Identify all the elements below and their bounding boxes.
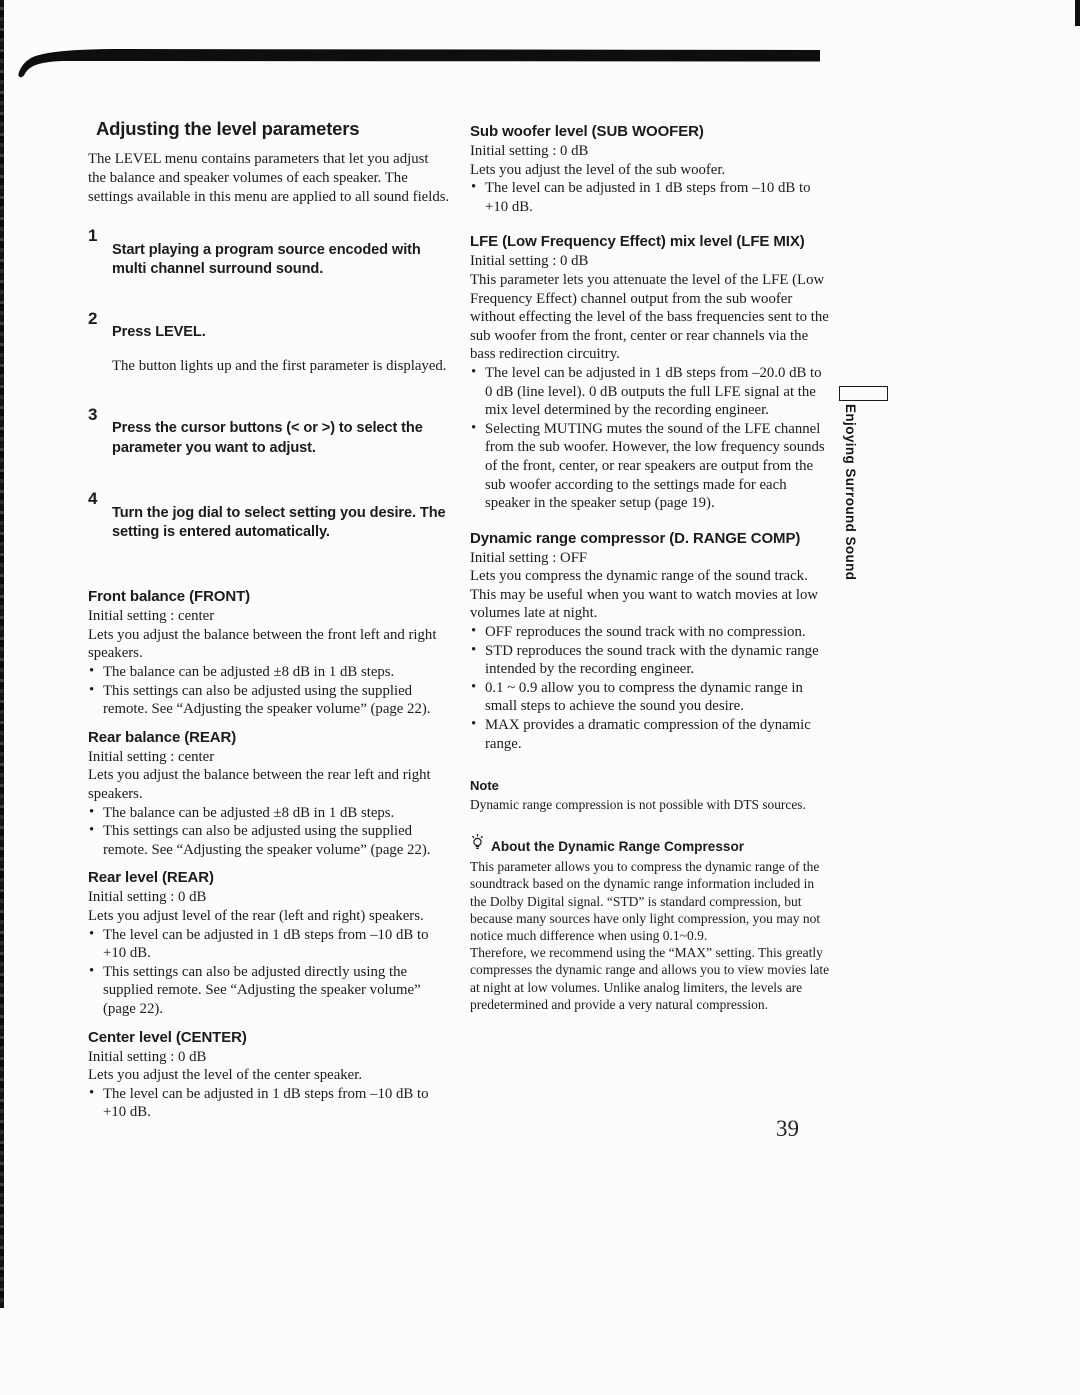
- tip-paragraph: Therefore, we recommend using the “MAX” setting. This greatly compresses the dynamic range and allows you to view movies late at night at low volumes. Unlike analog limiters, the levels are predetermined and provide a very natural compression.: [470, 945, 830, 1012]
- section-rear-balance: [88, 728, 450, 860]
- step-number: 1: [88, 226, 98, 246]
- bullet-item: • The level can be adjusted in 1 dB steps from –10 dB to +10 dB.: [88, 1085, 450, 1122]
- section-heading: Sub woofer level (SUB WOOFER): [470, 123, 704, 140]
- bullet-item: • The level can be adjusted in 1 dB steps from –10 dB to +10 dB.: [88, 926, 450, 963]
- step-3: [88, 405, 450, 473]
- section-center-level: [88, 1028, 450, 1122]
- bullet-item: • The balance can be adjusted ±8 dB in 1 dB steps.: [88, 804, 450, 823]
- tip-block: [470, 833, 832, 1013]
- step-detail: The button lights up and the first parameter is displayed.: [112, 358, 447, 375]
- bullet-item: • MAX provides a dramatic compression of the dynamic range.: [470, 716, 832, 753]
- section-subwoofer-level: [470, 122, 832, 216]
- scan-edge-artifact: [0, 0, 4, 1308]
- scan-corner-artifact: [1075, 0, 1080, 26]
- bullet-item: • 0.1 ~ 0.9 allow you to compress the dynamic range in small steps to achieve the sound you desire.: [470, 679, 832, 716]
- bullet-item: • This settings can also be adjusted using the supplied remote. See “Adjusting the speaker volume” (page 22).: [88, 682, 450, 719]
- section-heading: Rear balance (REAR): [88, 728, 237, 746]
- section-body: Lets you compress the dynamic range of the sound track. This may be useful when you want to watch movies at low volumes late at night.: [470, 568, 819, 622]
- bullet-list: [88, 804, 450, 860]
- section-heading: LFE (Low Frequency Effect) mix level (LFE MIX): [470, 233, 805, 251]
- section-body: This parameter lets you attenuate the level of the LFE (Low Frequency Effect) channel output from the sub woofer without effecting the level of the bass frequencies sent to the sub woofer from the front, center or rear channels via the bass redirection circuitry.: [470, 271, 829, 363]
- initial-setting: Initial setting : center: [88, 748, 215, 765]
- intro-paragraph: The LEVEL menu contains parameters that let you adjust the balance and speaker volumes of each speaker. The settings available in this menu are applied to all sound fields.: [88, 151, 450, 205]
- left-column: [88, 118, 450, 1122]
- section-front-balance: [88, 587, 450, 719]
- note-text: Dynamic range compression is not possible with DTS sources.: [470, 797, 806, 813]
- bullet-list: [470, 623, 832, 753]
- section-heading: Dynamic range compressor (D. RANGE COMP): [470, 529, 801, 547]
- section-heading: Rear level (REAR): [88, 869, 214, 887]
- step-number: 3: [88, 404, 98, 424]
- section-rear-level: [88, 868, 450, 1018]
- side-tab-label: Enjoying Surround Sound: [843, 404, 858, 581]
- bullet-item: • The level can be adjusted in 1 dB steps from –10 dB to +10 dB.: [470, 179, 832, 216]
- step-4: [88, 489, 450, 557]
- section-lfe-mix: [470, 232, 832, 512]
- page-title: Adjusting the level parameters: [96, 118, 360, 139]
- step-instruction: Press the cursor buttons (< or >) to select the parameter you want to adjust.: [112, 420, 423, 456]
- step-2: [88, 309, 450, 391]
- bullet-list: [470, 179, 832, 216]
- section-body: Lets you adjust level of the rear (left and right) speakers.: [88, 907, 424, 924]
- note-label: Note: [470, 778, 499, 794]
- step-1: [88, 226, 450, 294]
- bullet-list: [470, 364, 832, 513]
- initial-setting: Initial setting : 0 dB: [470, 143, 589, 159]
- tip-heading: About the Dynamic Range Compressor: [491, 839, 745, 855]
- bullet-item: • Selecting MUTING mutes the sound of the LFE channel from the sub woofer. However, the low frequency sounds of the front, center, or rear speakers are output from the sub woofer according to the settings made for each speaker in the speaker setup (page 19).: [470, 420, 832, 513]
- section-dynamic-range: [470, 529, 832, 754]
- top-rule-swoosh: [0, 0, 860, 90]
- section-heading: Front balance (FRONT): [88, 588, 251, 606]
- section-heading: Center level (CENTER): [88, 1028, 247, 1046]
- step-number: 2: [88, 308, 98, 328]
- bullet-list: [88, 663, 450, 719]
- note-block: [470, 777, 832, 813]
- section-body: Lets you adjust the level of the sub woofer.: [470, 161, 726, 178]
- step-instruction: Press LEVEL.: [112, 324, 206, 341]
- section-body: Lets you adjust the balance between the rear left and right speakers.: [88, 767, 431, 802]
- step-number: 4: [88, 489, 98, 509]
- bullet-item: • This settings can also be adjusted using the supplied remote. See “Adjusting the speaker volume” (page 22).: [88, 822, 450, 859]
- tip-paragraph: This parameter allows you to compress the dynamic range of the soundtrack based on the dynamic range information included in the Dolby Digital signal. “STD” is standard compression, but because many sources have only light compression, you may not notice much difference when using 0.1~0.9.: [470, 859, 821, 944]
- bullet-item: • OFF reproduces the sound track with no compression.: [470, 623, 832, 642]
- bullet-list: [88, 1085, 450, 1122]
- bullet-item: • The balance can be adjusted ±8 dB in 1 dB steps.: [88, 663, 450, 682]
- section-body: Lets you adjust the balance between the front left and right speakers.: [88, 626, 437, 662]
- side-tab-box: [839, 386, 888, 401]
- step-instruction: Start playing a program source encoded with multi channel surround sound.: [112, 241, 421, 278]
- initial-setting: Initial setting : 0 dB: [88, 889, 207, 906]
- section-body: Lets you adjust the level of the center speaker.: [88, 1067, 363, 1084]
- initial-setting: Initial setting : center: [88, 608, 215, 625]
- initial-setting: Initial setting : OFF: [470, 549, 588, 566]
- tip-bulb-icon: [470, 833, 485, 855]
- right-column: [470, 122, 832, 1013]
- page-number: 39: [776, 1116, 799, 1141]
- step-instruction: Turn the jog dial to select setting you desire. The setting is entered automatically.: [112, 504, 446, 541]
- initial-setting: Initial setting : 0 dB: [88, 1048, 207, 1065]
- bullet-item: • STD reproduces the sound track with the dynamic range intended by the recording engineer.: [470, 642, 832, 679]
- initial-setting: Initial setting : 0 dB: [470, 253, 589, 270]
- bullet-item: • The level can be adjusted in 1 dB steps from –20.0 dB to 0 dB (line level). 0 dB outputs the full LFE signal at the mix level determined by the recording engineer.: [470, 364, 832, 420]
- bullet-list: [88, 926, 450, 1019]
- bullet-item: • This settings can also be adjusted directly using the supplied remote. See “Adjusting the speaker volume” (page 22).: [88, 963, 450, 1019]
